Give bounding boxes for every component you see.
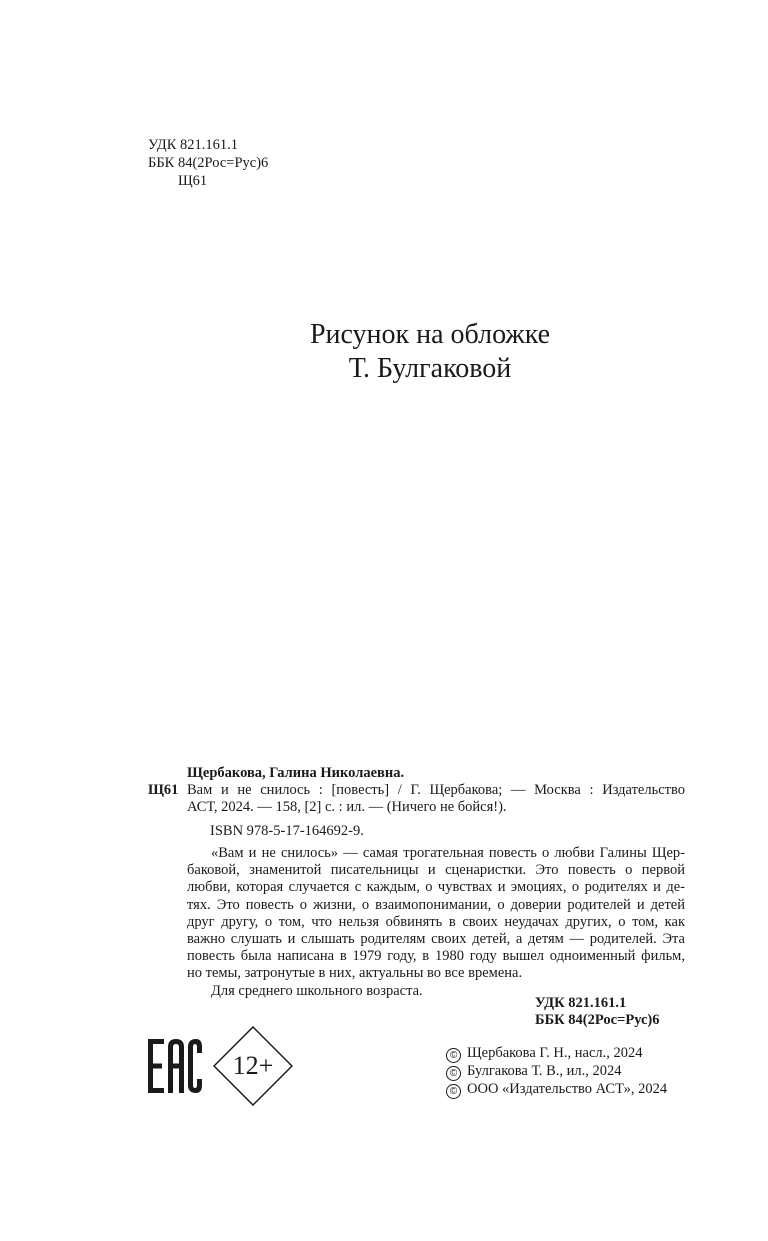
- author-mark: Щ61: [178, 173, 208, 189]
- catalog-mark: Щ61: [148, 782, 179, 798]
- copyright-line: [446, 1081, 667, 1099]
- annotation-line: друг другу, о том, что нельзя обвинять в своих неудачах других, о том, как: [187, 913, 685, 930]
- annotation: [187, 845, 685, 1000]
- copyright-icon: ©: [446, 1084, 461, 1099]
- age-rating-mark: [213, 1026, 293, 1106]
- catalog-title-line2: АСТ, 2024. — 158, [2] с. : ил. — (Ничего не бойся!).: [187, 799, 507, 816]
- copyright-text: Щербакова Г. Н., насл., 2024: [467, 1045, 643, 1061]
- bbk-code: ББК 84(2Рос=Рус)6: [148, 155, 269, 171]
- copyright-text: ООО «Издательство АСТ», 2024: [467, 1081, 668, 1097]
- cover-credit: [260, 318, 600, 386]
- catalog-author: Щербакова, Галина Николаевна.: [187, 765, 405, 781]
- annotation-line: любви, которая случается с каждым, о чувствах и эмоциях, о родителях и де-: [187, 879, 685, 896]
- copyright-icon: ©: [446, 1048, 461, 1063]
- copyright-text: Булгакова Т. В., ил., 2024: [467, 1063, 622, 1079]
- catalog-title: [187, 782, 685, 816]
- annotation-line: баковой, знаменитой писательницы и сценаристки. Это повесть о первой: [187, 862, 685, 879]
- annotation-line: «Вам и не снилось» — самая трогательная повесть о любви Галины Щер-: [211, 845, 685, 861]
- udk-code: УДК 821.161.1: [148, 137, 238, 153]
- eac-mark: [148, 1037, 204, 1095]
- cover-credit-line2: Т. Булгаковой: [348, 353, 512, 384]
- age-rating: 12+: [232, 1051, 274, 1080]
- annotation-line: повесть была написана в 1979 году, в 1980 году вышел одноименный фильм,: [187, 948, 685, 965]
- eac-icon: [148, 1037, 204, 1095]
- annotation-line: но темы, затронутые в них, актуальны во все времена.: [187, 965, 523, 982]
- catalog-title-line1: Вам и не снилось : [повесть] / Г. Щербакова; — Москва : Издательство: [187, 782, 685, 798]
- copyright-line: [446, 1045, 667, 1063]
- annotation-line: тях. Это повесть о жизни, о взаимопонимании, о доверии родителей и детей: [187, 896, 685, 913]
- bbk-bold: ББК 84(2Рос=Рус)6: [535, 1012, 660, 1028]
- udk-bold: УДК 821.161.1: [535, 995, 627, 1011]
- cover-credit-line1: Рисунок на обложке: [309, 319, 551, 350]
- copyright-line: [446, 1063, 667, 1081]
- copyright-icon: ©: [446, 1066, 461, 1081]
- audience: Для среднего школьного возраста.: [211, 982, 423, 999]
- copyright-block: [446, 1045, 667, 1099]
- isbn: ISBN 978-5-17-164692-9.: [210, 823, 364, 839]
- annotation-line: важно слушать и слышать родителям своих детей, а детям — родителей. Эта: [187, 931, 685, 948]
